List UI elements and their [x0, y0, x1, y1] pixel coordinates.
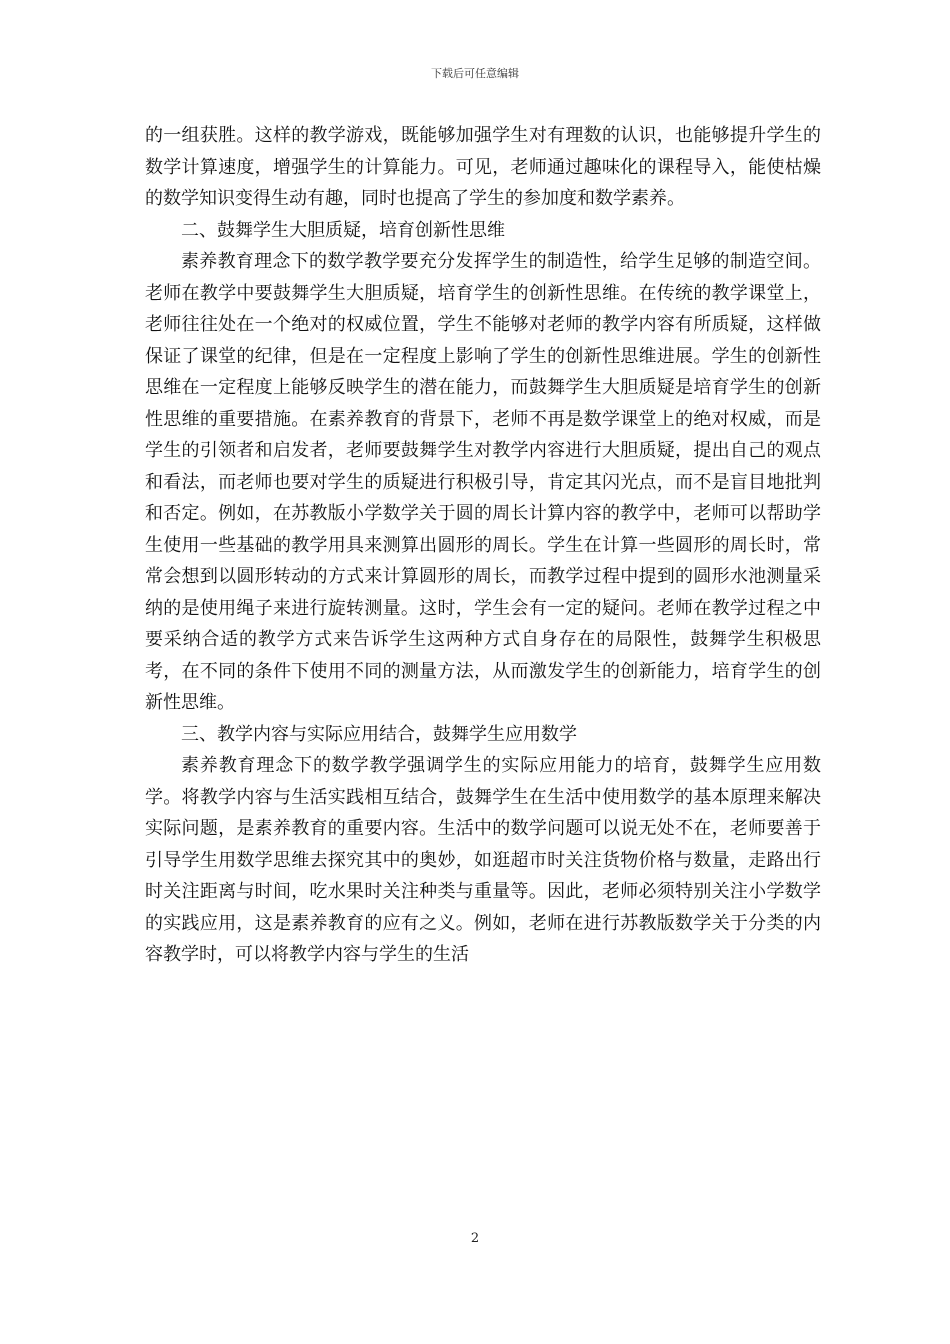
paragraph-continuation: 的一组获胜。这样的教学游戏，既能够加强学生对有理数的认识，也能够提升学生的数学计算速度，增强学生的计算能力。可见，老师通过趣味化的课程导入，能使枯燥的数学知识变得生动有趣，同时也提高了学生的参加度和数学素养。: [145, 125, 821, 209]
paragraph-section-3: 素养教育理念下的数学教学强调学生的实际应用能力的培育，鼓舞学生应用数学。将教学内容与生活实践相互结合，鼓舞学生在生活中使用数学的基本原理来解决实际问题，是素养教育的重要内容。生活中的数学问题可以说无处不在，老师要善于引导学生用数学思维去探究其中的奥妙，如逛超市时关注货物价格与数量，走路出行时关注距离与时间，吃水果时关注种类与重量等。因此，老师必须特别关注小学数学的实践应用，这是素养教育的应有之义。例如，老师在进行苏教版数学关于分类的内容教学时，可以将教学内容与学生的生活: [145, 755, 821, 965]
paragraph-section-2: 素养教育理念下的数学教学要充分发挥学生的制造性，给学生足够的制造空间。老师在教学中要鼓舞学生大胆质疑，培育学生的创新性思维。在传统的教学课堂上，老师往往处在一个绝对的权威位置，学生不能够对老师的教学内容有所质疑，这样做保证了课堂的纪律，但是在一定程度上影响了学生的创新性思维进展。学生的创新性思维在一定程度上能够反映学生的潜在能力，而鼓舞学生大胆质疑是培育学生的创新性思维的重要措施。在素养教育的背景下，老师不再是数学课堂上的绝对权威，而是学生的引领者和启发者，老师要鼓舞学生对教学内容进行大胆质疑，提出自己的观点和看法，而老师也要对学生的质疑进行积极引导，肯定其闪光点，而不是盲目地批判和否定。例如，在苏教版小学数学关于圆的周长计算内容的教学中，老师可以帮助学生使用一些基础的教学用具来测算出圆形的周长。学生在计算一些圆形的周长时，常常会想到以圆形转动的方式来计算圆形的周长，而教学过程中提到的圆形水池测量采纳的是使用绳子来进行旋转测量。这时，学生会有一定的疑问。老师在教学过程之中要采纳合适的教学方式来告诉学生这两种方式自身存在的局限性，鼓舞学生积极思考，在不同的条件下使用不同的测量方法，从而激发学生的创新能力，培育学生的创新性思维。: [145, 251, 821, 713]
section-heading-2: 二、鼓舞学生大胆质疑，培育创新性思维: [181, 219, 505, 241]
section-heading-3: 三、教学内容与实际应用结合，鼓舞学生应用数学: [181, 723, 577, 745]
document-body: [145, 120, 821, 971]
page-header: 下载后可任意编辑: [431, 67, 519, 80]
page-number: 2: [470, 1231, 480, 1246]
